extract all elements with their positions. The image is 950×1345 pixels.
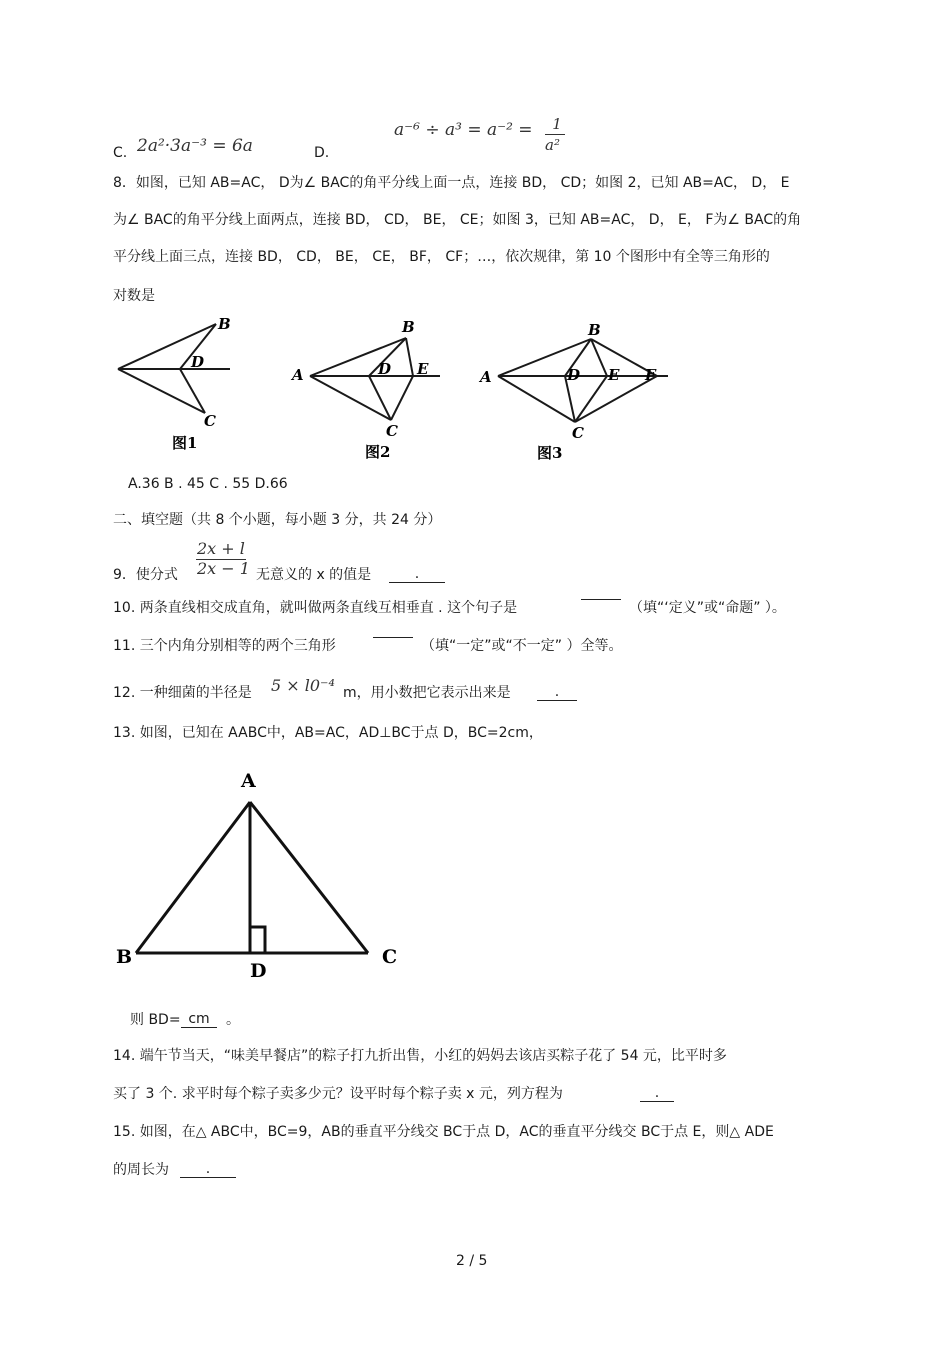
fig2-label-c: C bbox=[386, 422, 398, 440]
fig3-label-a: A bbox=[480, 368, 492, 386]
q8-line-3: 平分线上面三点，连接 BD， CD， BE， CE， BF， CF；…，依次规律，第 10 个图形中有全等三角形的 bbox=[113, 249, 770, 265]
q10-answer-blank[interactable] bbox=[581, 599, 621, 600]
q13-label-a: A bbox=[241, 770, 256, 792]
q7-option-c-expression: 2a²·3a⁻³ = 6a bbox=[137, 136, 253, 156]
q13-answer-blank[interactable]: cm bbox=[181, 1011, 217, 1028]
q7-option-d-expression: a⁻⁶ ÷ a³ = a⁻² = bbox=[394, 120, 533, 140]
q8-line-4: 对数是 bbox=[113, 288, 155, 304]
q8-figures bbox=[110, 310, 700, 470]
fig3-caption: 图3 bbox=[537, 444, 563, 462]
q14-line-2: 买了 3 个. 求平时每个粽子卖多少元？设平时每个粽子卖 x 元，列方程为 bbox=[113, 1086, 563, 1102]
q14-answer-blank[interactable]: . bbox=[640, 1085, 674, 1102]
q13-answer-prefix: 则 BD= bbox=[130, 1012, 181, 1028]
section-2-title: 二、填空题（共 8 个小题，每小题 3 分，共 24 分） bbox=[113, 512, 442, 528]
q7-option-c-label: C. bbox=[113, 145, 128, 161]
q8-options: A.36 B . 45 C . 55 D.66 bbox=[128, 476, 288, 492]
q13-triangle-figure bbox=[110, 760, 410, 990]
q7-option-d-denominator: a² bbox=[545, 136, 560, 154]
q14-line-1: 14. 端午节当天，“味美早餐店”的粽子打九折出售，小红的妈妈去该店买粽子花了 54 元，比平时多 bbox=[113, 1048, 727, 1064]
fig2-caption: 图2 bbox=[365, 443, 391, 461]
q9-denominator: 2x − 1 bbox=[197, 559, 250, 578]
q9-suffix: 无意义的 x 的值是 bbox=[256, 567, 372, 583]
q9-prefix: 9．使分式 bbox=[113, 567, 178, 583]
q12-prefix: 12. 一种细菌的半径是 bbox=[113, 685, 252, 701]
q13-label-c: C bbox=[382, 946, 398, 968]
fig1-label-b: B bbox=[218, 315, 231, 333]
q8-line-2: 为∠ BAC的角平分线上面两点，连接 BD， CD， BE， CE；如图 3，已知 AB=AC， D， E， F为∠ BAC的角 bbox=[113, 212, 802, 228]
q7-option-d-numerator: 1 bbox=[552, 115, 562, 133]
q10-text: 10. 两条直线相交成直角，就叫做两条直线互相垂直 . 这个句子是 bbox=[113, 600, 518, 616]
fig1-label-c: C bbox=[204, 412, 216, 430]
q10-instruction: （填“‘定义”或“命题” ）。 bbox=[629, 600, 786, 616]
q8-figure-3 bbox=[498, 339, 668, 422]
q8-line-1: 8．如图，已知 AB=AC， D为∠ BAC的角平分线上面一点，连接 BD， CD；如图 2，已知 AB=AC， D， E bbox=[113, 175, 790, 191]
fig3-label-d: D bbox=[567, 366, 581, 384]
fig3-label-b: B bbox=[588, 321, 601, 339]
q13-triangle bbox=[136, 802, 368, 953]
q7-fraction-bar bbox=[545, 134, 565, 135]
fig2-label-a: A bbox=[292, 366, 304, 384]
fig3-label-e: E bbox=[608, 366, 620, 384]
q15-line-2: 的周长为 bbox=[113, 1162, 169, 1178]
fig3-label-c: C bbox=[572, 424, 584, 442]
q13-label-b: B bbox=[116, 946, 133, 968]
q13-answer-suffix: 。 bbox=[226, 1012, 240, 1028]
fig1-caption: 图1 bbox=[172, 434, 198, 452]
q13-label-d: D bbox=[250, 960, 267, 982]
q11-text: 11. 三个内角分别相等的两个三角形 bbox=[113, 638, 336, 654]
q9-answer-blank[interactable]: . bbox=[389, 566, 445, 583]
q15-line-1: 15. 如图，在△ ABC中，BC=9，AB的垂直平分线交 BC于点 D，AC的垂直平分线交 BC于点 E，则△ ADE bbox=[113, 1124, 774, 1140]
q12-suffix: m，用小数把它表示出来是 bbox=[343, 685, 511, 701]
fig2-label-b: B bbox=[402, 318, 415, 336]
q13-text: 13. 如图，已知在 AABC中，AB=AC，AD⊥BC于点 D，BC=2cm， bbox=[113, 725, 543, 741]
q12-answer-blank[interactable]: . bbox=[537, 684, 577, 701]
fig2-label-e: E bbox=[417, 360, 429, 378]
q8-figure-2 bbox=[310, 338, 440, 420]
fig1-label-d: D bbox=[191, 353, 205, 371]
fig3-label-f: F bbox=[645, 366, 656, 384]
q11-instruction: （填“一定”或“不一定” ）全等。 bbox=[421, 638, 623, 654]
q9-numerator: 2x + l bbox=[197, 539, 245, 558]
q15-answer-blank[interactable]: . bbox=[180, 1161, 236, 1178]
q7-option-d-label: D. bbox=[314, 145, 330, 161]
q12-expression: 5 × l0⁻⁴ bbox=[271, 676, 335, 695]
fig2-label-d: D bbox=[378, 360, 392, 378]
q11-answer-blank[interactable] bbox=[373, 637, 413, 638]
q8-figure-1 bbox=[118, 324, 230, 413]
page-number: 2 / 5 bbox=[456, 1253, 488, 1269]
